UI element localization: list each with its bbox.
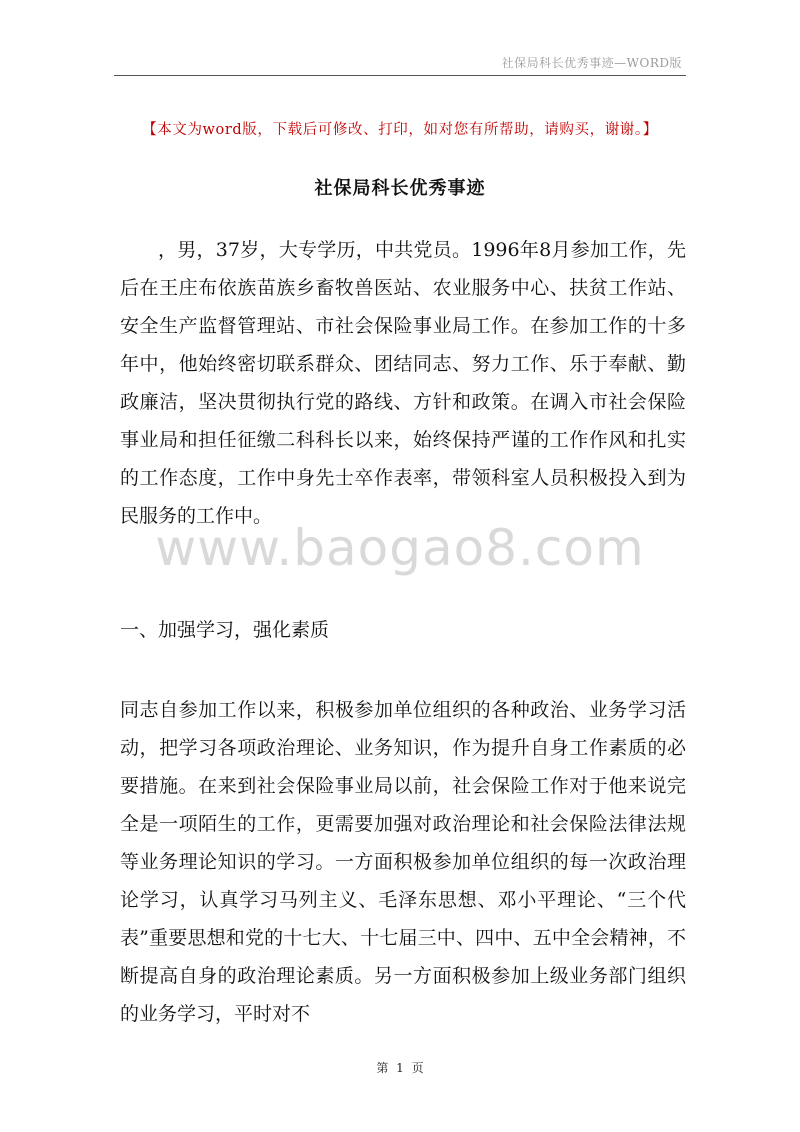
page-number-suffix: 页 [411,1061,424,1075]
running-header: 社保局科长优秀事迹—WORD版 [501,56,682,70]
watermark: www.baogao8.com [155,519,645,577]
body-paragraph-2: 同志自参加工作以来，积极参加单位组织的各种政治、业务学习活动，把学习各项政治理论、业务知识，作为提升自身工作素质的必要措施。在来到社会保险事业局以前，社会保险工作对于他来说完全是一项陌生的工作，更需要加强对政治理论和社会保险法律法规等业务理论知识的学习。一方面积极参加单位组织的每一次政治理论学习，认真学习马列主义、毛泽东思想、邓小平理论、“三个代表”重要思想和党的十七大、十七届三中、四中、五中全会精神，不断提高自身的政治理论素质。另一方面积极参加上级业务部门组织的业务学习，平时对不 [120,699,686,1025]
page-number [0,1059,800,1076]
page-number-prefix: 第 [376,1061,389,1075]
section-heading-1: 一、加强学习，强化素质 [120,619,330,641]
body-paragraph-1: ，男，37岁，大专学历，中共党员。1996年8月参加工作，先后在王庄布依族苗族乡畜牧兽医站、农业服务中心、扶贫工作站、安全生产监督管理站、市社会保险事业局工作。在参加工作的十多年中，他始终密切联系群众、团结同志、努力工作、乐于奉献、勤政廉洁，坚决贯彻执行党的路线、方针和政策。在调入市社会保险事业局和担任征缴二科科长以来，始终保持严谨的工作作风和扎实的工作态度，工作中身先士卒作表率，带领科室人员积极投入到为民服务的工作中。 [120,239,686,527]
header-divider [114,75,686,76]
page-number-value: 1 [396,1061,404,1075]
document-title: 社保局科长优秀事迹 [314,178,486,199]
download-notice: 【本文为word版，下载后可修改、打印，如对您有所帮助，请购买，谢谢。】 [142,122,658,138]
